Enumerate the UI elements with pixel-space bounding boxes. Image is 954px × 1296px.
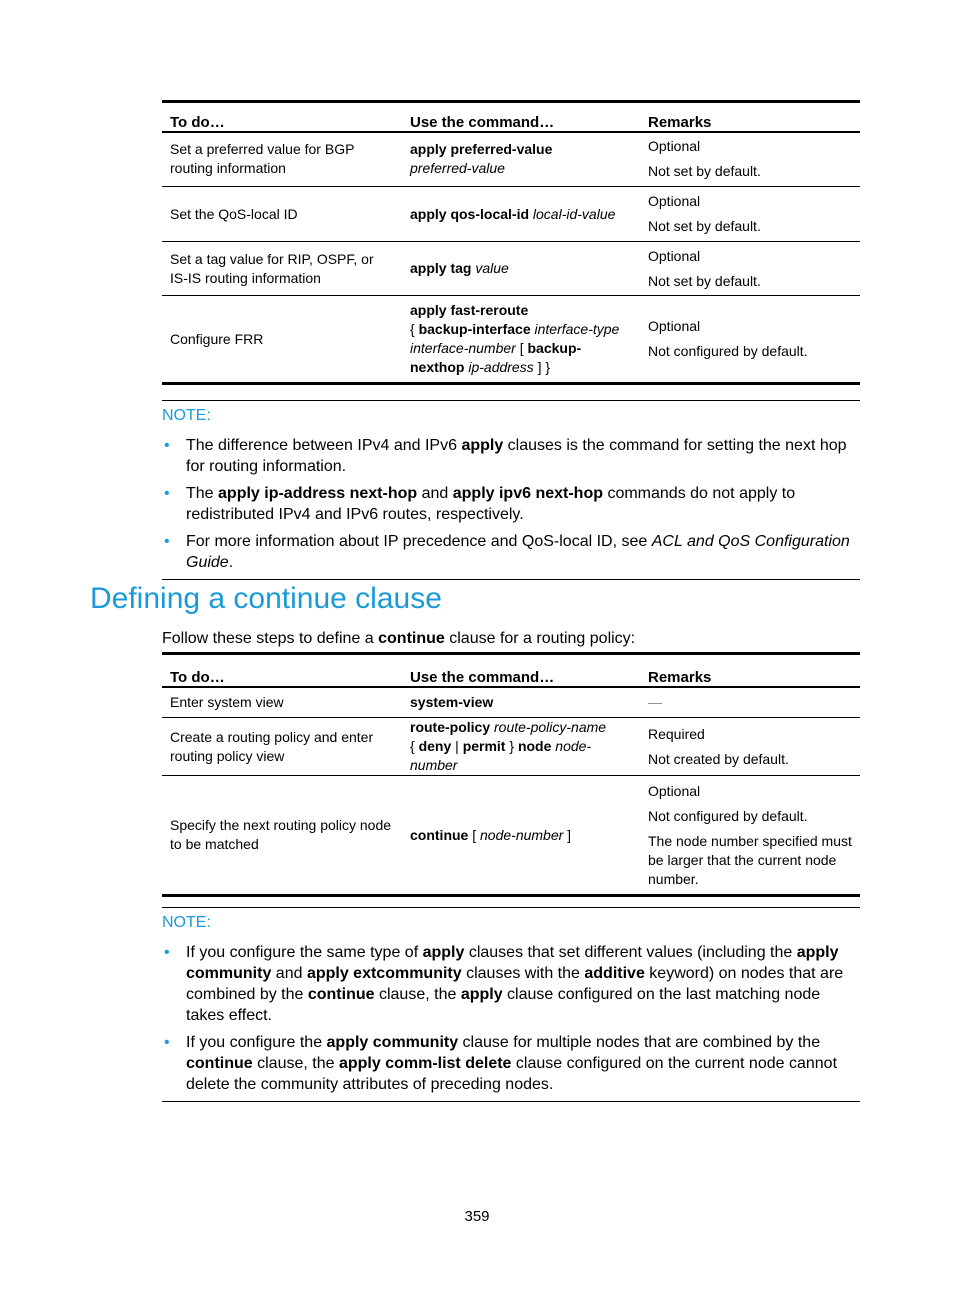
command-cell (402, 132, 640, 187)
note-title: NOTE: (162, 407, 211, 424)
argument: value (475, 260, 509, 276)
bullet-icon: • (164, 437, 170, 454)
keyword: backup-nexthop (410, 340, 582, 375)
command-cell (402, 242, 640, 296)
remark-line: Not configured by default. (648, 343, 808, 359)
note-box-1 (162, 400, 860, 580)
keyword: apply tag (410, 260, 472, 276)
section-heading: Defining a continue clause (90, 582, 442, 615)
remark-line: Not configured by default. (648, 807, 808, 824)
keyword: apply comm-list delete (338, 1055, 512, 1072)
note-list (162, 942, 860, 1095)
keyword: apply preferred-value (410, 141, 553, 158)
command-table-2 (162, 652, 860, 897)
bullet-icon: • (164, 1034, 170, 1051)
table-row (162, 296, 860, 384)
keyword: apply ip-address next-hop (218, 485, 418, 502)
table-row (162, 687, 860, 718)
keyword: apply (461, 437, 504, 454)
todo-cell: Set a tag value for RIP, OSPF, or IS-IS routing information (170, 250, 374, 286)
keyword: apply ipv6 next-hop (452, 485, 603, 502)
keyword: continue (307, 986, 375, 1003)
keyword: continue (186, 1055, 253, 1072)
intro-text: Follow these steps to define a continue clause for a routing policy: (162, 630, 636, 647)
keyword: system-view (410, 693, 494, 710)
argument: interface-type interface-number (410, 321, 620, 356)
argument: preferred-value (410, 160, 505, 177)
command-cell: route-policy route-policy-name { deny | permit } node node-number (410, 719, 607, 773)
command-cell (402, 187, 640, 242)
bullet-icon: • (164, 533, 170, 550)
bullet-icon: • (164, 485, 170, 502)
keyword: permit (462, 738, 506, 754)
remark-line: Not set by default. (648, 163, 761, 180)
keyword: continue (378, 630, 445, 647)
keyword: continue (410, 826, 469, 843)
remark-line: Optional (648, 193, 701, 209)
header-command: Use the command… (410, 668, 555, 686)
keyword: deny (418, 738, 452, 754)
header-remarks: Remarks (648, 113, 712, 131)
remarks-cell (640, 687, 860, 718)
remark-line: Not created by default. (648, 750, 789, 767)
command-cell: continue [ node-number ] (410, 826, 572, 843)
argument: ACL and QoS Configuration Guide (186, 533, 850, 571)
remarks-cell (640, 296, 860, 384)
keyword: route-policy (410, 719, 491, 735)
argument: ip-address (468, 359, 534, 375)
remarks-cell (640, 187, 860, 242)
remark-line: Not set by default. (648, 272, 761, 289)
command-table-1 (162, 100, 860, 385)
remark-line: The node number specified must be larger that the current node number. (648, 832, 852, 887)
todo-cell: Specify the next routing policy node to be matched (170, 817, 392, 852)
header-command: Use the command… (410, 113, 555, 131)
note-item: • If you configure the apply community clause for multiple nodes that are combined by the continue clause, the apply comm-list delete clause configured on the current node cannot delete the community attributes of preceding nodes. (164, 1034, 838, 1093)
keyword: backup-interface (418, 321, 531, 337)
note-title: NOTE: (162, 914, 211, 931)
remark-line: Optional (648, 318, 701, 334)
note-item: • The apply ip-address next-hop and apply ipv6 next-hop commands do not apply to redistributed IPv4 and IPv6 routes, respectively. (164, 485, 796, 523)
argument: node-number (480, 826, 564, 843)
todo-cell: Set a preferred value for BGP routing information (170, 141, 355, 177)
remark-line: Optional (648, 247, 701, 264)
remark-line: Required (648, 725, 705, 742)
remark-line: Optional (648, 138, 701, 155)
header-todo: To do… (170, 113, 225, 131)
command-cell (402, 687, 640, 718)
table-row (162, 132, 860, 187)
table-row (162, 242, 860, 296)
keyword: apply extcommunity (306, 965, 462, 982)
remark-line: Optional (648, 782, 701, 799)
note-list (162, 435, 860, 573)
keyword: apply qos-local-id (410, 205, 530, 222)
argument: local-id-value (532, 205, 616, 222)
todo-cell: Configure FRR (170, 330, 264, 347)
keyword: additive (584, 965, 645, 982)
note-box-2 (162, 907, 860, 1102)
header-remarks: Remarks (648, 668, 712, 686)
remarks-cell (640, 242, 860, 296)
bullet-icon: • (164, 944, 170, 961)
todo-cell: Create a routing policy and enter routing policy view (170, 728, 374, 764)
keyword: node (517, 738, 552, 754)
remark-line: Not set by default. (648, 218, 761, 234)
table-row (162, 718, 860, 776)
keyword: apply community (326, 1034, 459, 1051)
command-cell: apply fast-reroute { backup-interface interface-type interface-number [ backup-nexthop ip-address ] } (410, 302, 620, 375)
note-item: • The difference between IPv4 and IPv6 apply clauses is the command for setting the next hop for routing information. (164, 437, 847, 475)
header-todo: To do… (170, 668, 225, 686)
table-row (162, 187, 860, 242)
remarks-cell (640, 718, 860, 776)
keyword: apply community (186, 944, 839, 982)
keyword: apply fast-reroute (410, 302, 529, 318)
note-item: • For more information about IP precedence and QoS-local ID, see ACL and QoS Configuration Guide. (164, 533, 850, 571)
page-number: 359 (464, 1208, 490, 1225)
remarks-cell (640, 132, 860, 187)
keyword: apply (460, 986, 503, 1003)
table-row (162, 776, 860, 896)
argument: route-policy-name (494, 719, 607, 735)
note-item: • If you configure the same type of apply clauses that set different values (including the apply community and apply extcommunity clauses with the additive keyword) on nodes that are combined by the continue clause, the apply clause configured on the last matching node takes effect. (164, 944, 844, 1024)
todo-cell: Set the QoS-local ID (170, 205, 298, 222)
remarks-cell (640, 776, 860, 896)
empty-dash: — (648, 693, 662, 710)
argument: node-number (410, 738, 592, 773)
todo-cell: Enter system view (170, 693, 284, 710)
keyword: apply (422, 944, 465, 961)
